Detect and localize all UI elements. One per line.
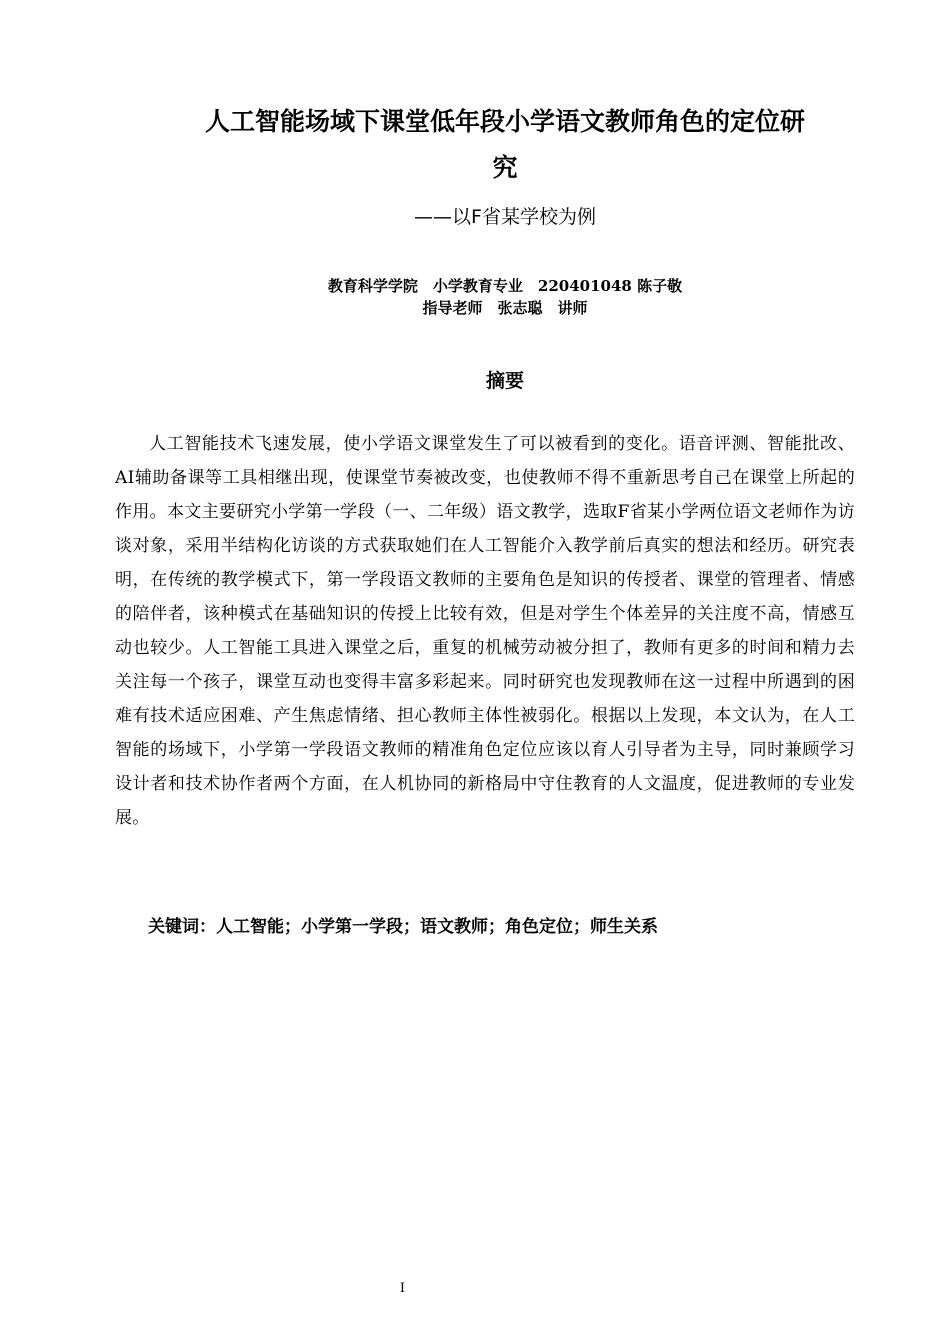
page-number: I bbox=[399, 1281, 406, 1296]
author-info: 教育科学学院 小学教育专业 220401048 陈子敬 bbox=[327, 277, 683, 295]
abstract-heading: 摘要 bbox=[485, 370, 524, 392]
paper-title-line-2: 究 bbox=[492, 153, 518, 182]
advisor-info: 指导老师 张志聪 讲师 bbox=[422, 299, 588, 317]
paper-title-line-1: 人工智能场域下课堂低年段小学语文教师角色的定位研 bbox=[204, 107, 805, 136]
paper-subtitle: ——以F省某学校为例 bbox=[414, 206, 596, 228]
abstract-body: 人工智能技术飞速发展，使小学语文课堂发生了可以被看到的变化。语音评测、智能批改、AI辅助备课等工具相继出现，使课堂节奏被改变，也使教师不得不重新思考自己在课堂上所起的作用。本文主要研究小学第一学段（一、二年级）语文教学，选取F省某小学两位语文老师作为访谈对象，采用半结构化访谈的方式获取她们在人工智能介入教学前后真实的想法和经历。研究表明，在传统的教学模式下，第一学段语文教师的主要角色是知识的传授者、课堂的管理者、情感的陪伴者，该种模式在基础知识的传授上比较有效，但是对学生个体差异的关注度不高，情感互动也较少。人工智能工具进入课堂之后，重复的机械劳动被分担了，教师有更多的时间和精力去关注每一个孩子，课堂互动也变得丰富多彩起来。同时研究也发现教师在这一过程中所遇到的困难有技术适应困难、产生焦虑情绪、担心教师主体性被弱化。根据以上发现，本文认为，在人工智能的场域下，小学第一学段语文教师的精准角色定位应该以育人引导者为主导，同时兼顾学习设计者和技术协作者两个方面，在人机协同的新格局中守住教育的人文温度，促进教师的专业发展。 bbox=[115, 434, 855, 828]
keywords: 关键词：人工智能；小学第一学段；语文教师；角色定位；师生关系 bbox=[148, 917, 658, 937]
